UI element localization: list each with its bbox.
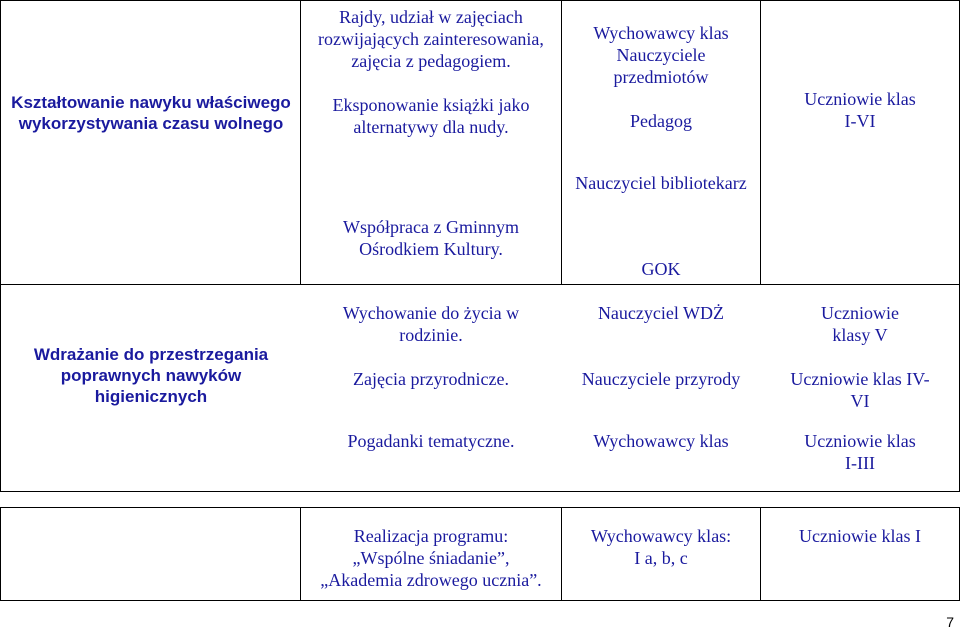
row2-responsible-c-cell <box>568 430 754 452</box>
row2-target-d: VI <box>850 391 870 411</box>
page-number: 7 <box>946 614 954 630</box>
row3-responsible <box>568 525 754 569</box>
row1-activity-b: Eksponowanie książki jako alternatywy dla nudy. <box>332 95 530 137</box>
row1-responsible-b: Nauczyciele <box>616 45 706 65</box>
col-border-1c <box>300 507 301 601</box>
row3-activity-c: „Akademia zdrowego ucznia”. <box>320 570 542 590</box>
row-border-bottom <box>0 600 960 601</box>
row3-responsible-a: Wychowawcy klas: <box>590 526 732 546</box>
row1-topic-text: Kształtowanie nawyku właściwego wykorzystywania czasu wolnego <box>11 93 291 133</box>
row1-target-a: Uczniowie klas <box>804 89 916 109</box>
row2-responsible-c: Wychowawcy klas <box>593 431 729 451</box>
row1-responsible-d: Pedagog <box>630 111 692 131</box>
row3-target-a: Uczniowie klas I <box>799 526 921 546</box>
col-border-3 <box>760 0 761 285</box>
row2-target-e: Uczniowie klas <box>804 431 916 451</box>
row2-topic <box>10 344 292 407</box>
row-border-3 <box>0 507 960 508</box>
row-border-top-1 <box>0 0 960 1</box>
col-border-0 <box>0 0 1 285</box>
row1-activities <box>308 6 554 138</box>
row2-target-c: Uczniowie klas IV- <box>790 369 930 389</box>
row2-target-f: I-III <box>845 453 875 473</box>
row2-target-a: Uczniowie <box>821 303 899 323</box>
row1-activity-c: Współpraca z Gminnym Ośrodkiem Kultury. <box>343 217 519 259</box>
row1-activity-a: Rajdy, udział w zajęciach rozwijających zainteresowania, zajęcia z pedagogiem. <box>318 7 544 71</box>
col-border-0b <box>0 284 1 492</box>
col-border-0c <box>0 507 1 601</box>
row3-activities <box>308 525 554 591</box>
row1-responsible-f-cell <box>568 258 754 280</box>
row2-activity-c-cell <box>308 430 554 452</box>
row2-responsible-b: Nauczyciele przyrody <box>581 369 741 389</box>
row1-responsible <box>568 22 754 132</box>
row1-responsible-a: Wychowawcy klas <box>593 23 729 43</box>
row2-topic-text: Wdrażanie do przestrzegania poprawnych nawyków higienicznych <box>33 345 269 406</box>
row2-responsible <box>568 302 754 390</box>
row2-activity-c: Pogadanki tematyczne. <box>347 431 515 451</box>
row3-responsible-b: I a, b, c <box>634 548 688 568</box>
row1-activity-c-cell <box>308 216 554 260</box>
col-border-1 <box>300 0 301 285</box>
row3-target <box>767 525 953 547</box>
row2-activities <box>308 302 554 390</box>
row-border-1 <box>0 284 960 285</box>
row1-target-b: I-VI <box>844 111 876 131</box>
row2-activity-a: Wychowanie do życia w rodzinie. <box>342 303 520 345</box>
row2-target-b: klasy V <box>832 325 888 345</box>
row1-target <box>767 88 953 132</box>
row1-responsible-f: GOK <box>641 259 681 279</box>
col-border-2 <box>561 0 562 285</box>
row1-responsible-e: Nauczyciel bibliotekarz <box>575 173 747 193</box>
row2-activity-b: Zajęcia przyrodnicze. <box>353 369 509 389</box>
row1-responsible-e-cell <box>568 172 754 194</box>
row-border-2 <box>0 491 960 492</box>
row3-activity-b: „Wspólne śniadanie”, <box>352 548 510 568</box>
row2-target <box>767 302 953 412</box>
row3-activity-a: Realizacja programu: <box>353 526 509 546</box>
row2-target-e-cell <box>767 430 953 474</box>
row1-responsible-c: przedmiotów <box>613 67 709 87</box>
row2-responsible-a: Nauczyciel WDŻ <box>597 303 725 323</box>
col-border-2c <box>561 507 562 601</box>
col-border-3c <box>760 507 761 601</box>
row1-topic <box>10 92 292 134</box>
